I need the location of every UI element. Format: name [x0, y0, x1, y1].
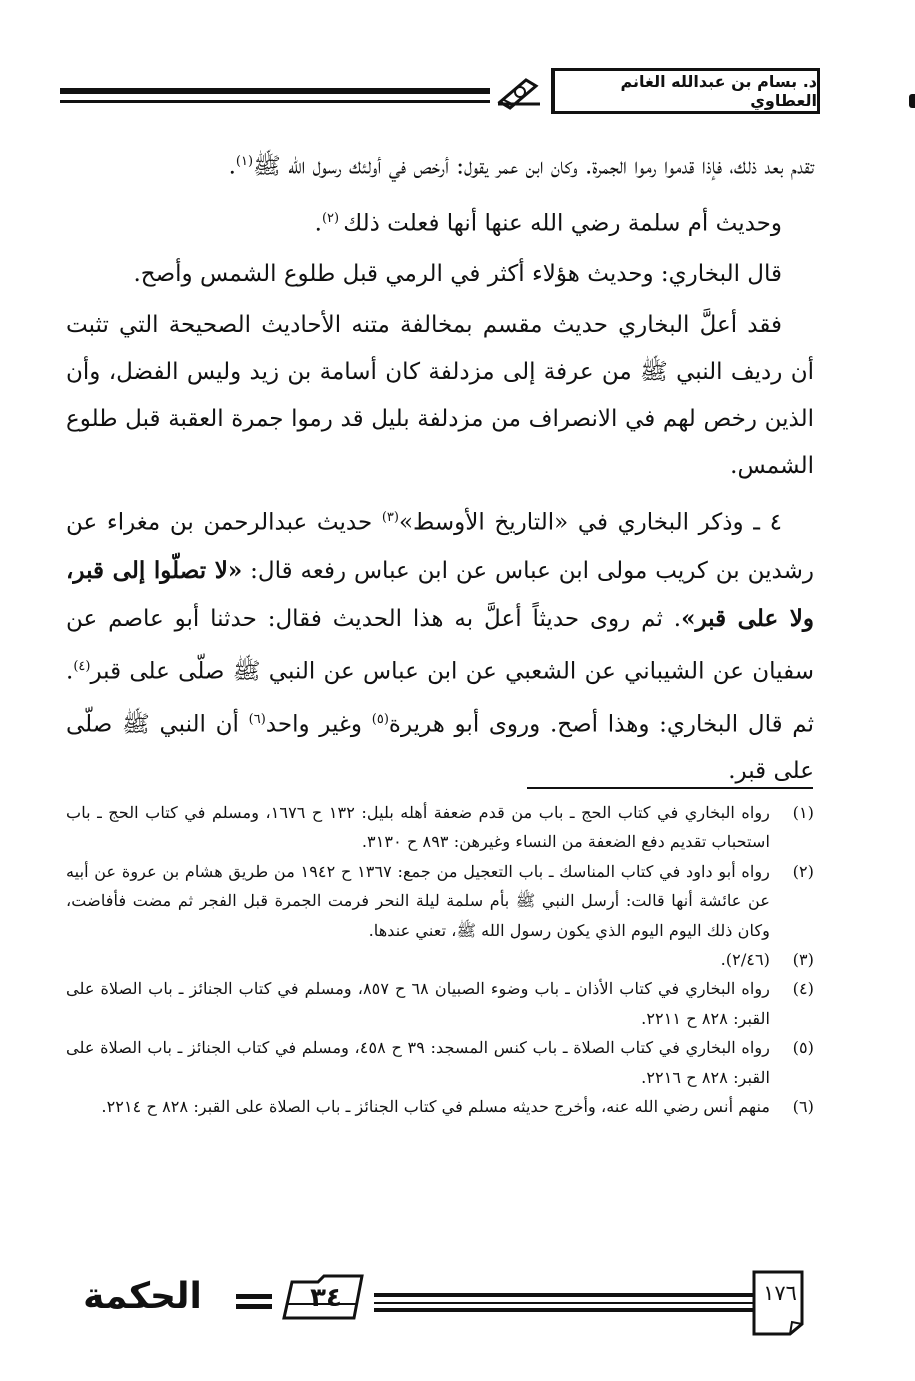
page-number: ١٧٦ — [763, 1281, 797, 1305]
footnote-item: (٦) منهم أنس رضي الله عنه، وأخرج حديثه مسلم في كتاب الجنائز ـ باب الصلاة على القبر: ٨٢٨ ح ٢٢١٤. — [101, 1097, 814, 1117]
author-name: د. بسام بن عبدالله الغانم العطاوي — [620, 72, 817, 110]
paragraph-4: فقد أعلَّ البخاري حديث مقسم بمخالفة متنه الأحاديث الصحيحة التي تثبت أن رديف النبي ﷺ من عرفة إلى مزدلفة كان أسامة بن زيد وليس الفضل، وأن الذين رخص لهم في الانصراف من مزدلفة بليل قد رموا جمرة العقبة قبل طلوع الشمس. — [66, 312, 814, 480]
footer-dash — [236, 1304, 272, 1309]
running-footer — [60, 1268, 820, 1348]
footer-rule — [374, 1302, 754, 1304]
hadith-quote: «لا تصلّوا إلى قبر، ولا على قبر» — [66, 556, 815, 632]
footnotes — [66, 798, 814, 1121]
paragraph-3: قال البخاري: وحديث هؤلاء أكثر في الرمي قبل طلوع الشمس وأصح. — [133, 261, 782, 288]
footnote-ref: (٦) — [248, 711, 266, 727]
footnote-ref: (٢) — [321, 210, 344, 226]
footnote-item: (٣) (٢/٤٦). — [720, 950, 814, 970]
pen-icon — [496, 74, 542, 110]
issue-number: ٣٤ — [310, 1283, 342, 1313]
journal-logo: الحكمة — [83, 1276, 202, 1317]
footer-rule — [374, 1308, 754, 1312]
page-edge-mark — [909, 94, 915, 108]
paragraph-1: تقدم بعد ذلك، فإذا قدموا رموا الجمرة. وكان ابن عمر يقول: أرخص في أولئك رسول الله ﷺ$^{(١)}$. — [228, 153, 814, 180]
footnote-item: (١) رواه البخاري في كتاب الحج ـ باب من قدم ضعفة أهله بليل: ١٣٢ ح ١٦٧٦، ومسلم في كتاب الحج ـ باب استحباب تقديم دفع الضعفة من النساء وغيرهن: ٨٩٣ ح ٣١٣٠. — [66, 803, 814, 852]
footnote-ref: (٤) — [73, 658, 91, 674]
header-rule-thin — [60, 100, 490, 103]
footer-dash — [236, 1294, 272, 1299]
footer-rule — [374, 1293, 754, 1297]
paragraph-5: ٤ ـ وذكر البخاري في «التاريخ الأوسط»$^{(٣)}$ حديث عبدالرحمن بن مغراء عن رشدين بن كريب مولى ابن عباس عن ابن عباس رفعه قال: «لا تصلّوا إلى قبر، ولا على قبر». ثم روى حديثاً أعلَّ به هذا الحديث فقال: حدثنا أبو عاصم عن سفيان عن الشيباني عن الشعبي عن ابن عباس عن النبي ﷺ صلّى على قبر$^{(٤)}$. ثم قال البخاري: وهذا أصح. وروى أبو هريرة$^{(٥)}$ وغير واحد$^{(٦)}$ أن النبي ﷺ صلّى على قبر. — [66, 509, 815, 785]
footnote-item: (٢) رواه أبو داود في كتاب المناسك ـ باب التعجيل من جمع: ١٣٦٧ ح ١٩٤٢ من طريق هشام بن عروة عن أبيه عن عائشة أنها قالت: أرسل النبي ﷺ بأم سلمة ليلة النحر فرمت الجمرة قبل الفجر ثم مضت فأفاضت، وكان ذلك اليوم اليوم الذي يكون رسول الله ﷺ، تعني عندها. — [66, 861, 814, 940]
footnote-ref: (١) — [235, 154, 254, 169]
footnote-ref: (٣) — [381, 510, 399, 526]
main-text — [66, 138, 814, 795]
footnote-ref: (٥) — [371, 711, 389, 727]
running-header — [60, 62, 820, 120]
footnote-item: (٤) رواه البخاري في كتاب الأذان ـ باب وضوء الصبيان ٦٨ ح ٨٥٧، ومسلم في كتاب الجنائز ـ باب الصلاة على القبر: ٨٢٨ ح ٢٢١١. — [66, 979, 814, 1028]
footnote-item: (٥) رواه البخاري في كتاب الصلاة ـ باب كنس المسجد: ٣٩ ح ٤٥٨، ومسلم في كتاب الجنائز ـ باب الصلاة على القبر: ٨٢٨ ح ٢٢١٦. — [66, 1038, 814, 1087]
header-rule — [60, 88, 490, 94]
author-label-box — [551, 68, 820, 114]
footnote-separator — [527, 787, 813, 789]
paragraph-2: وحديث أم سلمة رضي الله عنها أنها فعلت ذلك $^{(٢)}$. — [314, 210, 782, 237]
